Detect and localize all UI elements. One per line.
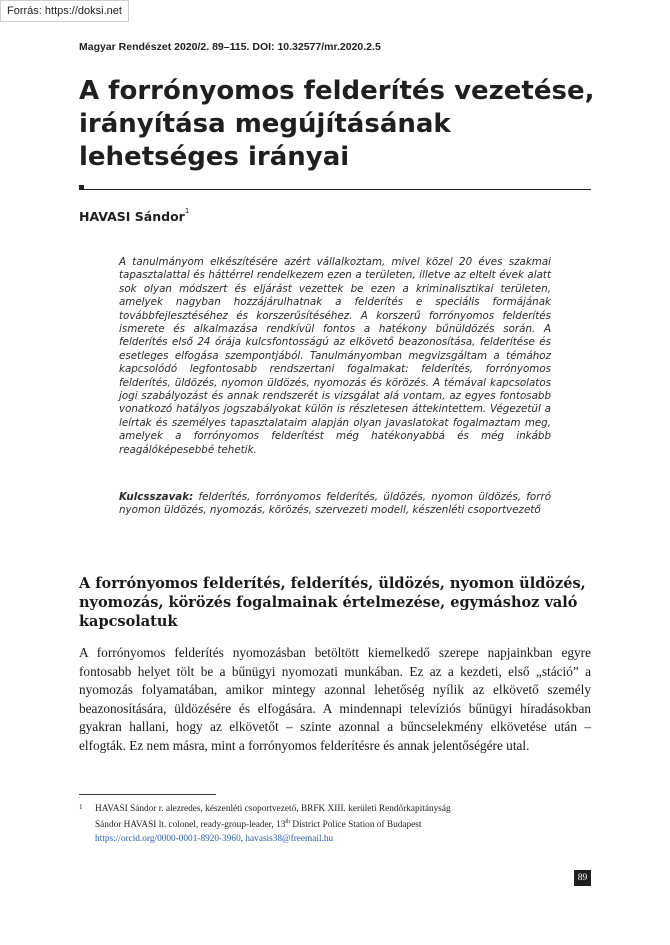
page-number: 89 [574,870,591,886]
title-rule [84,189,591,190]
footnote-links: https://orcid.org/0000-0001-8920-3960, havasis38@freemail.hu [95,833,334,844]
footnote-number: 1 [79,803,83,811]
abstract: A tanulmányom elkészítésére azért vállalkoztam, mivel közel 20 éves szakmai tapasztalattal és háttérrel rendelkezem ezen a területen, illetve az eltelt évek alatt sok olyan módszert és eljárást vezettek be ezen a kriminalisztikai területen, amelyek nagyban hozzájárulhatnak a felderítés e speciális formájának továbbfejlesztéséhez és korszerűsítéséhez. A korszerű forrónyomos felderítés ismerete és alkalmazása rendkívül fontos a hatékony bűnüldözés során. A felderítés első 24 órája kulcsfontosságú az elkövető beazonosítása, felderítése és esetleges elfogása szempontjából. Tanulmányomban megvizsgáltam a témához kapcsolódó legfontosabb rendszertani fogalmakat: felderítés, forrónyomos felderítés, üldözés, nyomon üldözés, nyomozás és körözés. A témával kapcsolatos jogi szabályozást és annak rendszerét is vizsgálat alá vontam, az egyes fontosabb vonatkozó hatályos jogszabályokat külön is részletesen áttekintettem. Végezetül a leírtak és személyes tapasztalataim alapján olyan javaslatokat fogalmaztam meg, amelyek a forrónyomos felderítést még hatékonyabbá és még inkább reagálóképesebbé tehetik. [119,256,551,456]
keywords-label: Kulcsszavak: [119,491,194,503]
journal-citation: Magyar Rendészet 2020/2. 89–115. DOI: 10.32577/mr.2020.2.5 [79,41,381,53]
body-paragraph: A forrónyomos felderítés nyomozásban betöltött kiemelkedő szerepe napjainkban egyre fontosabb helyet tölt be a bűnügyi nyomozati munkában. Ez az a kezdeti, első „stáció” a nyomozás folyamatában, amikor mintegy azonnal lehetőség nyílik az elkövető személy beazonosítására, üldözésére és elfogására. A mindennapi televíziós bűnügyi híradásokban gyakran hallani, hogy az elkövetőt – szinte azonnal a bűncselekmény elkövetése után – elfogták. Ez nem másra, mint a forrónyomos felderítésre és annak jelentőségére utal. [79,645,591,753]
author-footnote-ref[interactable]: 1 [184,207,190,215]
email-link[interactable]: havasis38@freemail.hu [245,833,334,844]
keywords [119,491,551,518]
orcid-link[interactable]: https://orcid.org/0000-0001-8920-3960 [95,833,241,844]
section-heading: A forrónyomos felderítés, felderítés, üldözés, nyomon üldözés, nyomozás, körözés fogalmainak értelmezése, egymáshoz való kapcsolatuk [79,575,586,630]
author-name: HAVASI Sándor [79,209,185,224]
footnote-rule [79,794,216,795]
article-title: A forrónyomos felderítés vezetése, irányítása megújításának lehetséges irányai [79,76,595,172]
source-tag: Forrás: https://doksi.net [0,0,129,22]
footnote-line-hu: HAVASI Sándor r. alezredes, készenléti csoportvezető, BRFK XIII. kerületi Rendőrkapitányság [95,804,451,814]
footnote [79,803,591,846]
footnote-line-en: Sándor HAVASI lt. colonel, ready-group-leader, 13th District Police Station of Budapest [95,819,422,831]
keywords-text: felderítés, forrónyomos felderítés, üldözés, nyomon üldözés, forró nyomon üldözés, nyomozás, körözés, szervezeti modell, készenléti csoportvezető [119,491,551,517]
author-line [79,209,189,224]
